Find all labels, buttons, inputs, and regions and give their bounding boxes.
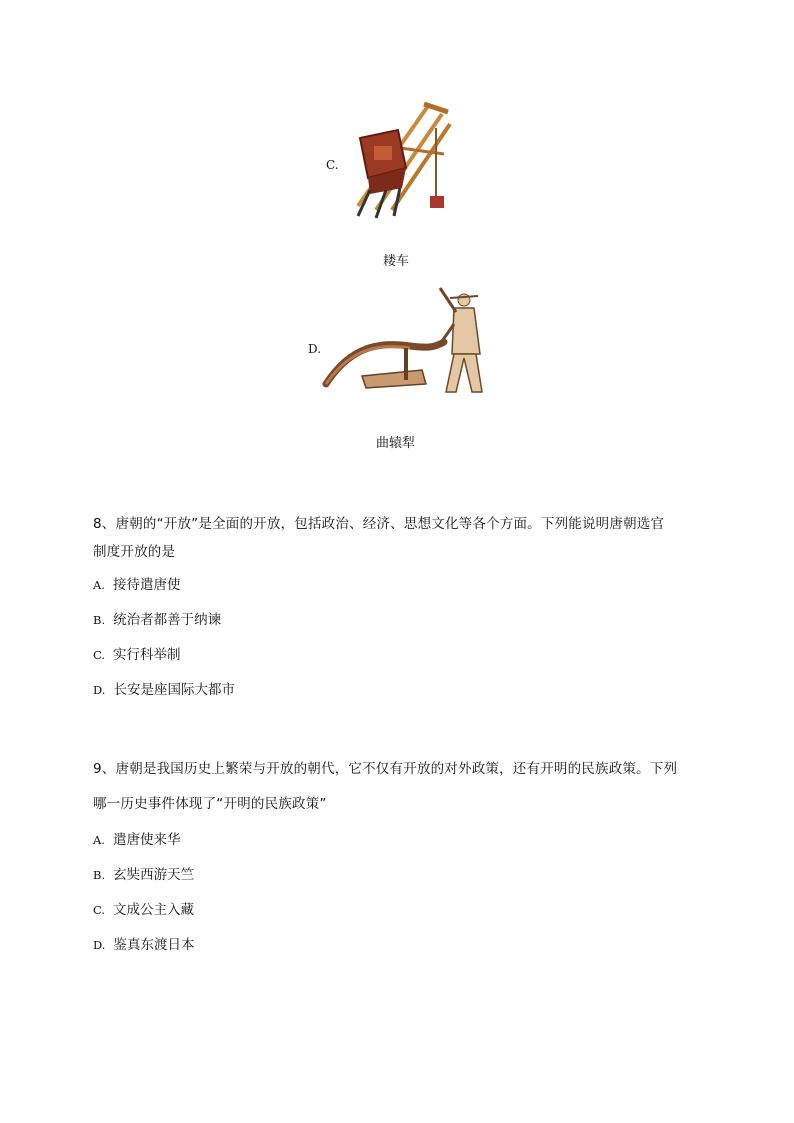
option-text: 遣唐使来华	[112, 832, 181, 848]
option-letter: B.	[93, 613, 106, 627]
option-text: 统治者都善于纳谏	[113, 612, 222, 628]
seed-drill-illustration	[340, 98, 460, 222]
question-9-line-2: 哪一历史事件体现了“开明的民族政策”	[93, 796, 327, 812]
option-text: 玄奘西游天竺	[113, 867, 195, 883]
question-8-option-a[interactable]	[93, 573, 180, 593]
question-8-option-d[interactable]	[93, 678, 235, 698]
image-option-letter-d: D.	[308, 342, 322, 356]
option-letter: B.	[93, 868, 106, 882]
option-text: 接待遣唐使	[112, 577, 181, 593]
question-9-option-c[interactable]	[93, 898, 194, 918]
option-letter: A.	[93, 833, 105, 847]
image-caption-seed-drill: 耧车	[383, 254, 410, 269]
option-letter: C.	[93, 648, 106, 662]
option-text: 鉴真东渡日本	[113, 937, 195, 953]
option-text: 文成公主入藏	[113, 902, 195, 918]
question-9-option-a[interactable]	[93, 828, 180, 848]
question-8-line-1: 8、唐朝的“开放”是全面的开放，包括政治、经济、思想文化等各个方面。下列能说明唐朝选官	[93, 516, 665, 532]
option-letter: D.	[93, 938, 106, 952]
option-letter: C.	[93, 903, 106, 917]
option-text: 长安是座国际大都市	[113, 682, 235, 698]
image-caption-curved-plow: 曲辕犁	[376, 436, 416, 451]
question-9-line-1: 9、唐朝是我国历史上繁荣与开放的朝代，它不仅有开放的对外政策，还有开明的民族政策。下列	[93, 761, 678, 777]
question-8-option-c[interactable]	[93, 643, 181, 663]
option-text: 实行科举制	[113, 647, 181, 663]
question-8-option-b[interactable]	[93, 608, 221, 628]
curved-plow-illustration	[322, 284, 490, 396]
question-8-line-2: 制度开放的是	[93, 544, 176, 560]
question-9-option-d[interactable]	[93, 933, 194, 953]
image-option-letter-c: C.	[326, 158, 339, 172]
question-9-option-b[interactable]	[93, 863, 194, 883]
option-letter: A.	[93, 578, 105, 592]
option-letter: D.	[93, 683, 106, 697]
